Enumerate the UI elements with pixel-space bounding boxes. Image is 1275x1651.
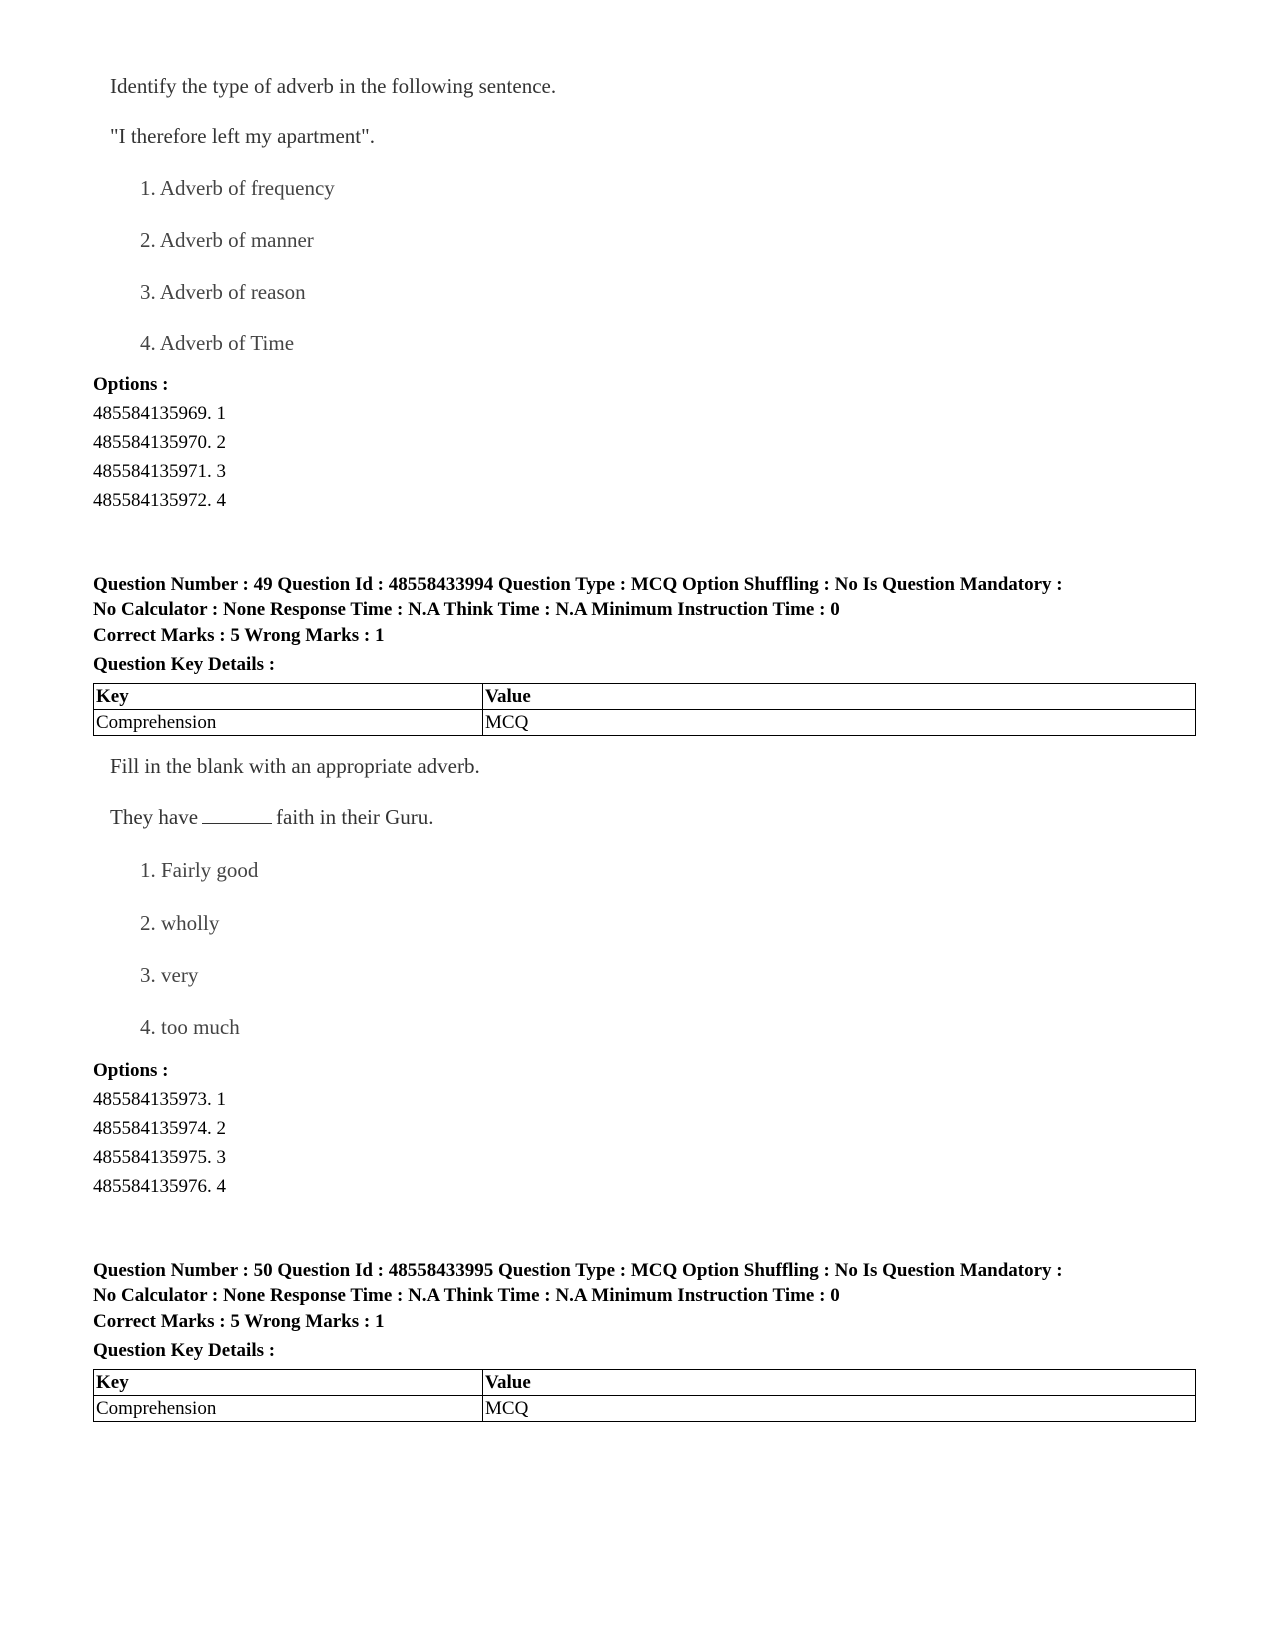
q49-key-details-label: Question Key Details : [93,654,276,675]
q48-sentence: "I therefore left my apartment". [110,124,375,148]
option-item: 485584135973. 1 [93,1089,226,1110]
q50-marks: Correct Marks : 5 Wrong Marks : 1 [93,1311,385,1332]
q49-key-table [93,683,1196,736]
q48-choice-3: 3. Adverb of reason [140,280,306,304]
q49-meta-line1: Question Number : 49 Question Id : 48558433994 Question Type : MCQ Option Shuffling : No Is Question Mandatory : [93,574,1063,595]
q49-choice-1: 1. Fairly good [140,858,259,882]
q50-meta-line2: No Calculator : None Response Time : N.A Think Time : N.A Minimum Instruction Time : 0 [93,1285,840,1306]
q49-choice-3: 3. very [140,963,199,987]
option-item: 485584135974. 2 [93,1118,226,1139]
q49-marks: Correct Marks : 5 Wrong Marks : 1 [93,625,385,646]
q50-meta [93,1258,1193,1308]
option-item: 485584135975. 3 [93,1147,226,1168]
value-header: Value [483,1370,1196,1396]
fill-blank [202,805,272,824]
key-cell: Comprehension [94,710,483,736]
option-item: 485584135971. 3 [93,461,226,482]
key-header: Key [94,684,483,710]
table-row [94,710,1196,736]
option-item: 485584135970. 2 [93,432,226,453]
key-header: Key [94,1370,483,1396]
q50-meta-line1: Question Number : 50 Question Id : 48558433995 Question Type : MCQ Option Shuffling : No Is Question Mandatory : [93,1260,1063,1281]
table-header-row [94,684,1196,710]
q49-sentence [110,805,434,830]
value-cell: MCQ [483,1396,1196,1422]
q49-choice-4: 4. too much [140,1015,240,1039]
sentence-end: faith in their Guru. [276,805,434,829]
q48-choice-1: 1. Adverb of frequency [140,176,335,200]
q50-key-table [93,1369,1196,1422]
q50-key-details-label: Question Key Details : [93,1340,276,1361]
q48-prompt: Identify the type of adverb in the following sentence. [110,74,557,98]
q48-options-label: Options : [93,374,169,395]
q48-choice-4: 4. Adverb of Time [140,331,295,355]
sentence-start: They have [110,805,199,829]
q49-choice-2: 2. wholly [140,911,220,935]
table-row [94,1396,1196,1422]
table-header-row [94,1370,1196,1396]
q49-options-list [93,1085,226,1201]
option-item: 485584135972. 4 [93,490,226,511]
value-cell: MCQ [483,710,1196,736]
q48-choice-2: 2. Adverb of manner [140,228,314,252]
q49-meta [93,572,1193,622]
q49-prompt: Fill in the blank with an appropriate adverb. [110,754,480,778]
q48-options-list [93,399,226,515]
q49-options-label: Options : [93,1060,169,1081]
option-item: 485584135969. 1 [93,403,226,424]
option-item: 485584135976. 4 [93,1176,226,1197]
value-header: Value [483,684,1196,710]
key-cell: Comprehension [94,1396,483,1422]
q49-meta-line2: No Calculator : None Response Time : N.A Think Time : N.A Minimum Instruction Time : 0 [93,599,840,620]
